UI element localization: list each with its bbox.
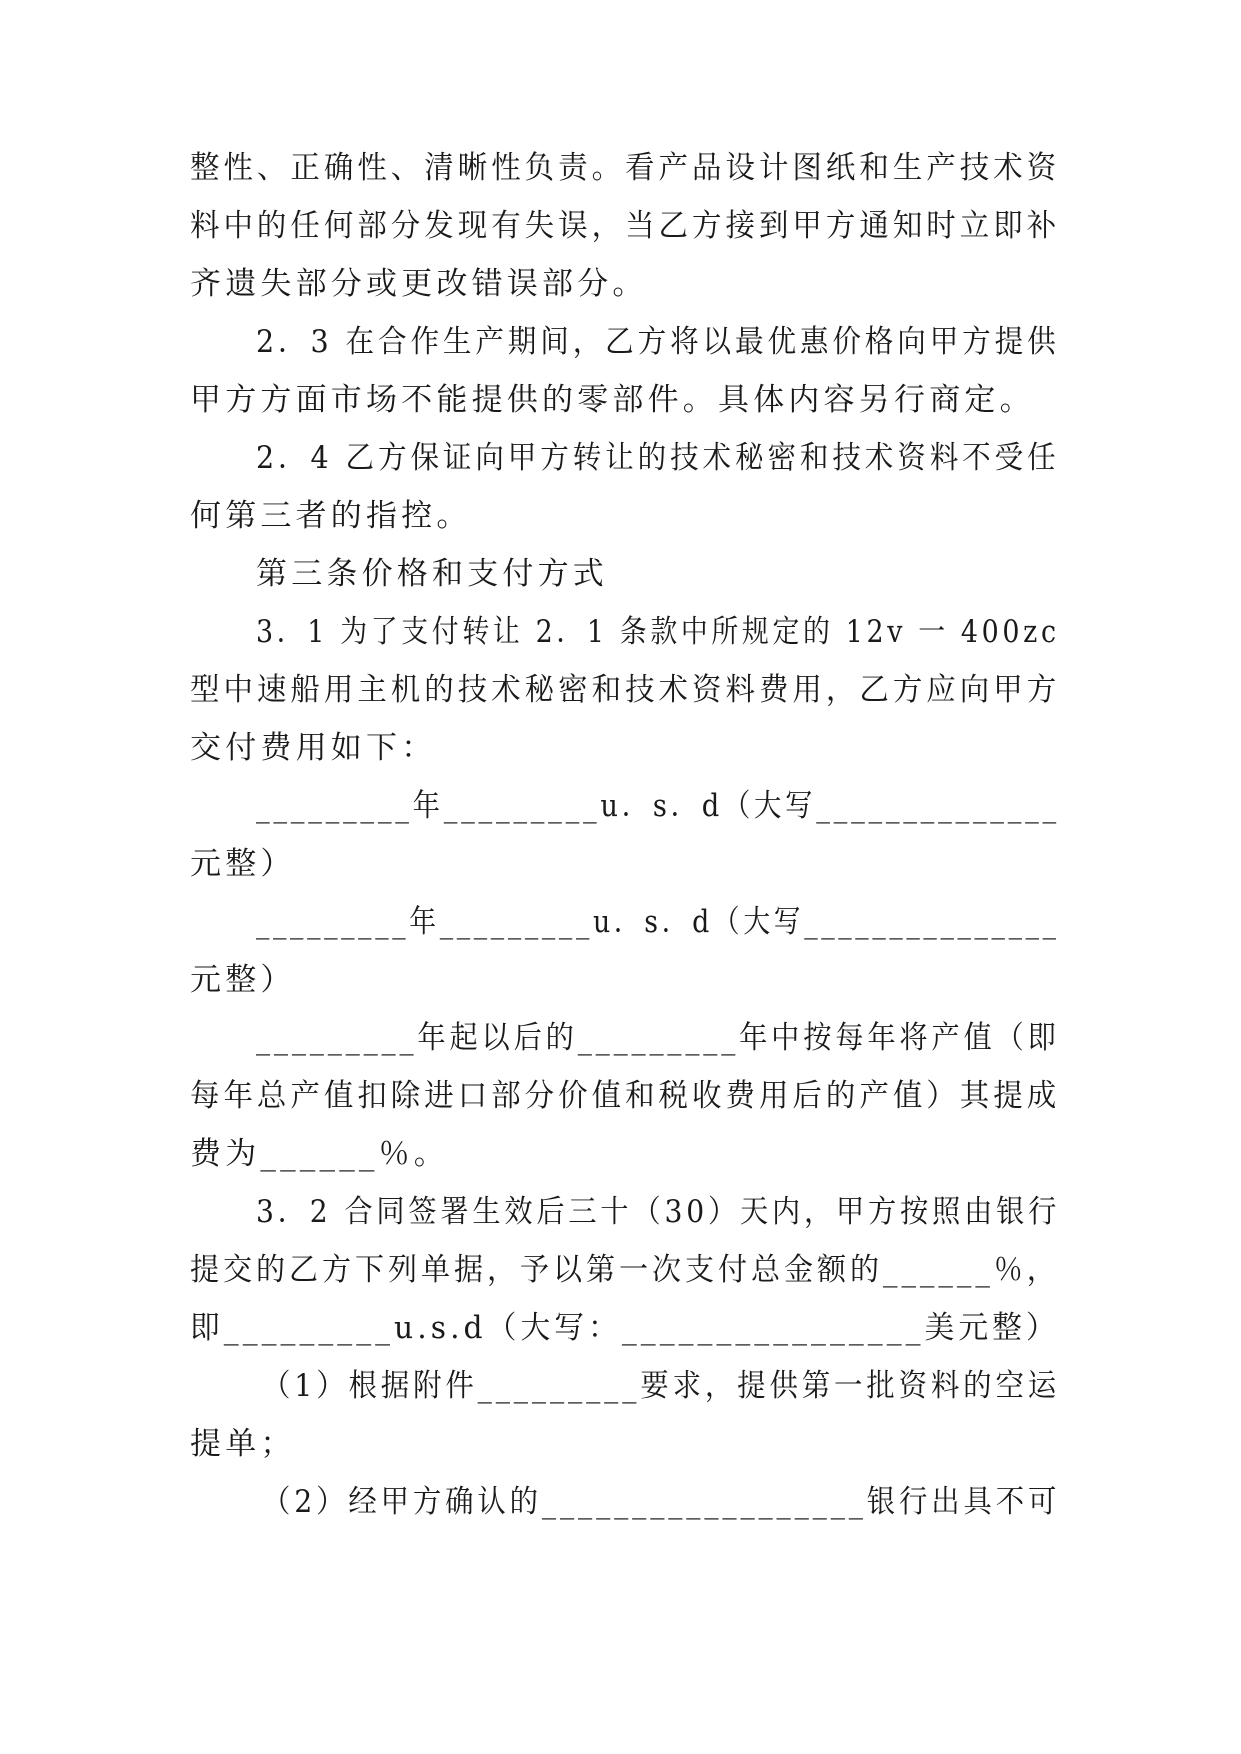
clause-3-2: 3．2 合同签署生效后三十（30）天内，甲方按照由银行 — [256, 1194, 1061, 1230]
text-line: 甲方方面市场不能提供的零部件。具体内容另行商定。 — [190, 382, 1035, 418]
text-line: 每年总产值扣除进口部分价值和税收费用后的产值）其提成 — [190, 1078, 1061, 1114]
text-line: 元整） — [190, 962, 296, 998]
text-line: 料中的任何部分发现有失误，当乙方接到甲方通知时立即补 — [190, 208, 1061, 244]
section-heading-article-3: 第三条价格和支付方式 — [256, 556, 608, 592]
list-item-1: （1）根据附件_________要求，提供第一批资料的空运 — [262, 1368, 1061, 1404]
royalty-line: _________年起以后的_________年中按每年将产值（即 — [256, 1020, 1060, 1056]
clause-2-3: 2．3 在合作生产期间，乙方将以最优惠价格向甲方提供 — [256, 324, 1060, 360]
text-line: 齐遗失部分或更改错误部分。 — [190, 266, 648, 302]
text-line: 型中速船用主机的技术秘密和技术资料费用，乙方应向甲方 — [190, 672, 1061, 708]
clause-3-1: 3．1 为了支付转让 2．1 条款中所规定的 12v 一 400zc — [256, 614, 1060, 650]
text-line: 即_________u.s.d（大写：________________美元整） — [190, 1310, 1060, 1346]
text-line: 整性、正确性、清晰性负责。看产品设计图纸和生产技术资 — [190, 150, 1061, 186]
text-line: 费为______％。 — [190, 1136, 449, 1172]
text-line: 提单； — [190, 1426, 296, 1462]
text-line: 交付费用如下： — [190, 730, 437, 766]
text-line: 何第三者的指控。 — [190, 498, 472, 534]
payment-line-1: _________年_________u．s．d（大写______________ — [256, 788, 1060, 824]
clause-2-4: 2．4 乙方保证向甲方转让的技术秘密和技术资料不受任 — [256, 440, 1060, 476]
list-item-2: （2）经甲方确认的__________________银行出具不可 — [262, 1484, 1061, 1520]
text-line: 提交的乙方下列单据，予以第一次支付总金额的______％， — [190, 1252, 1060, 1288]
payment-line-2: _________年_________u．s．d（大写_______________ — [256, 904, 1060, 940]
text-line: 元整） — [190, 846, 296, 882]
